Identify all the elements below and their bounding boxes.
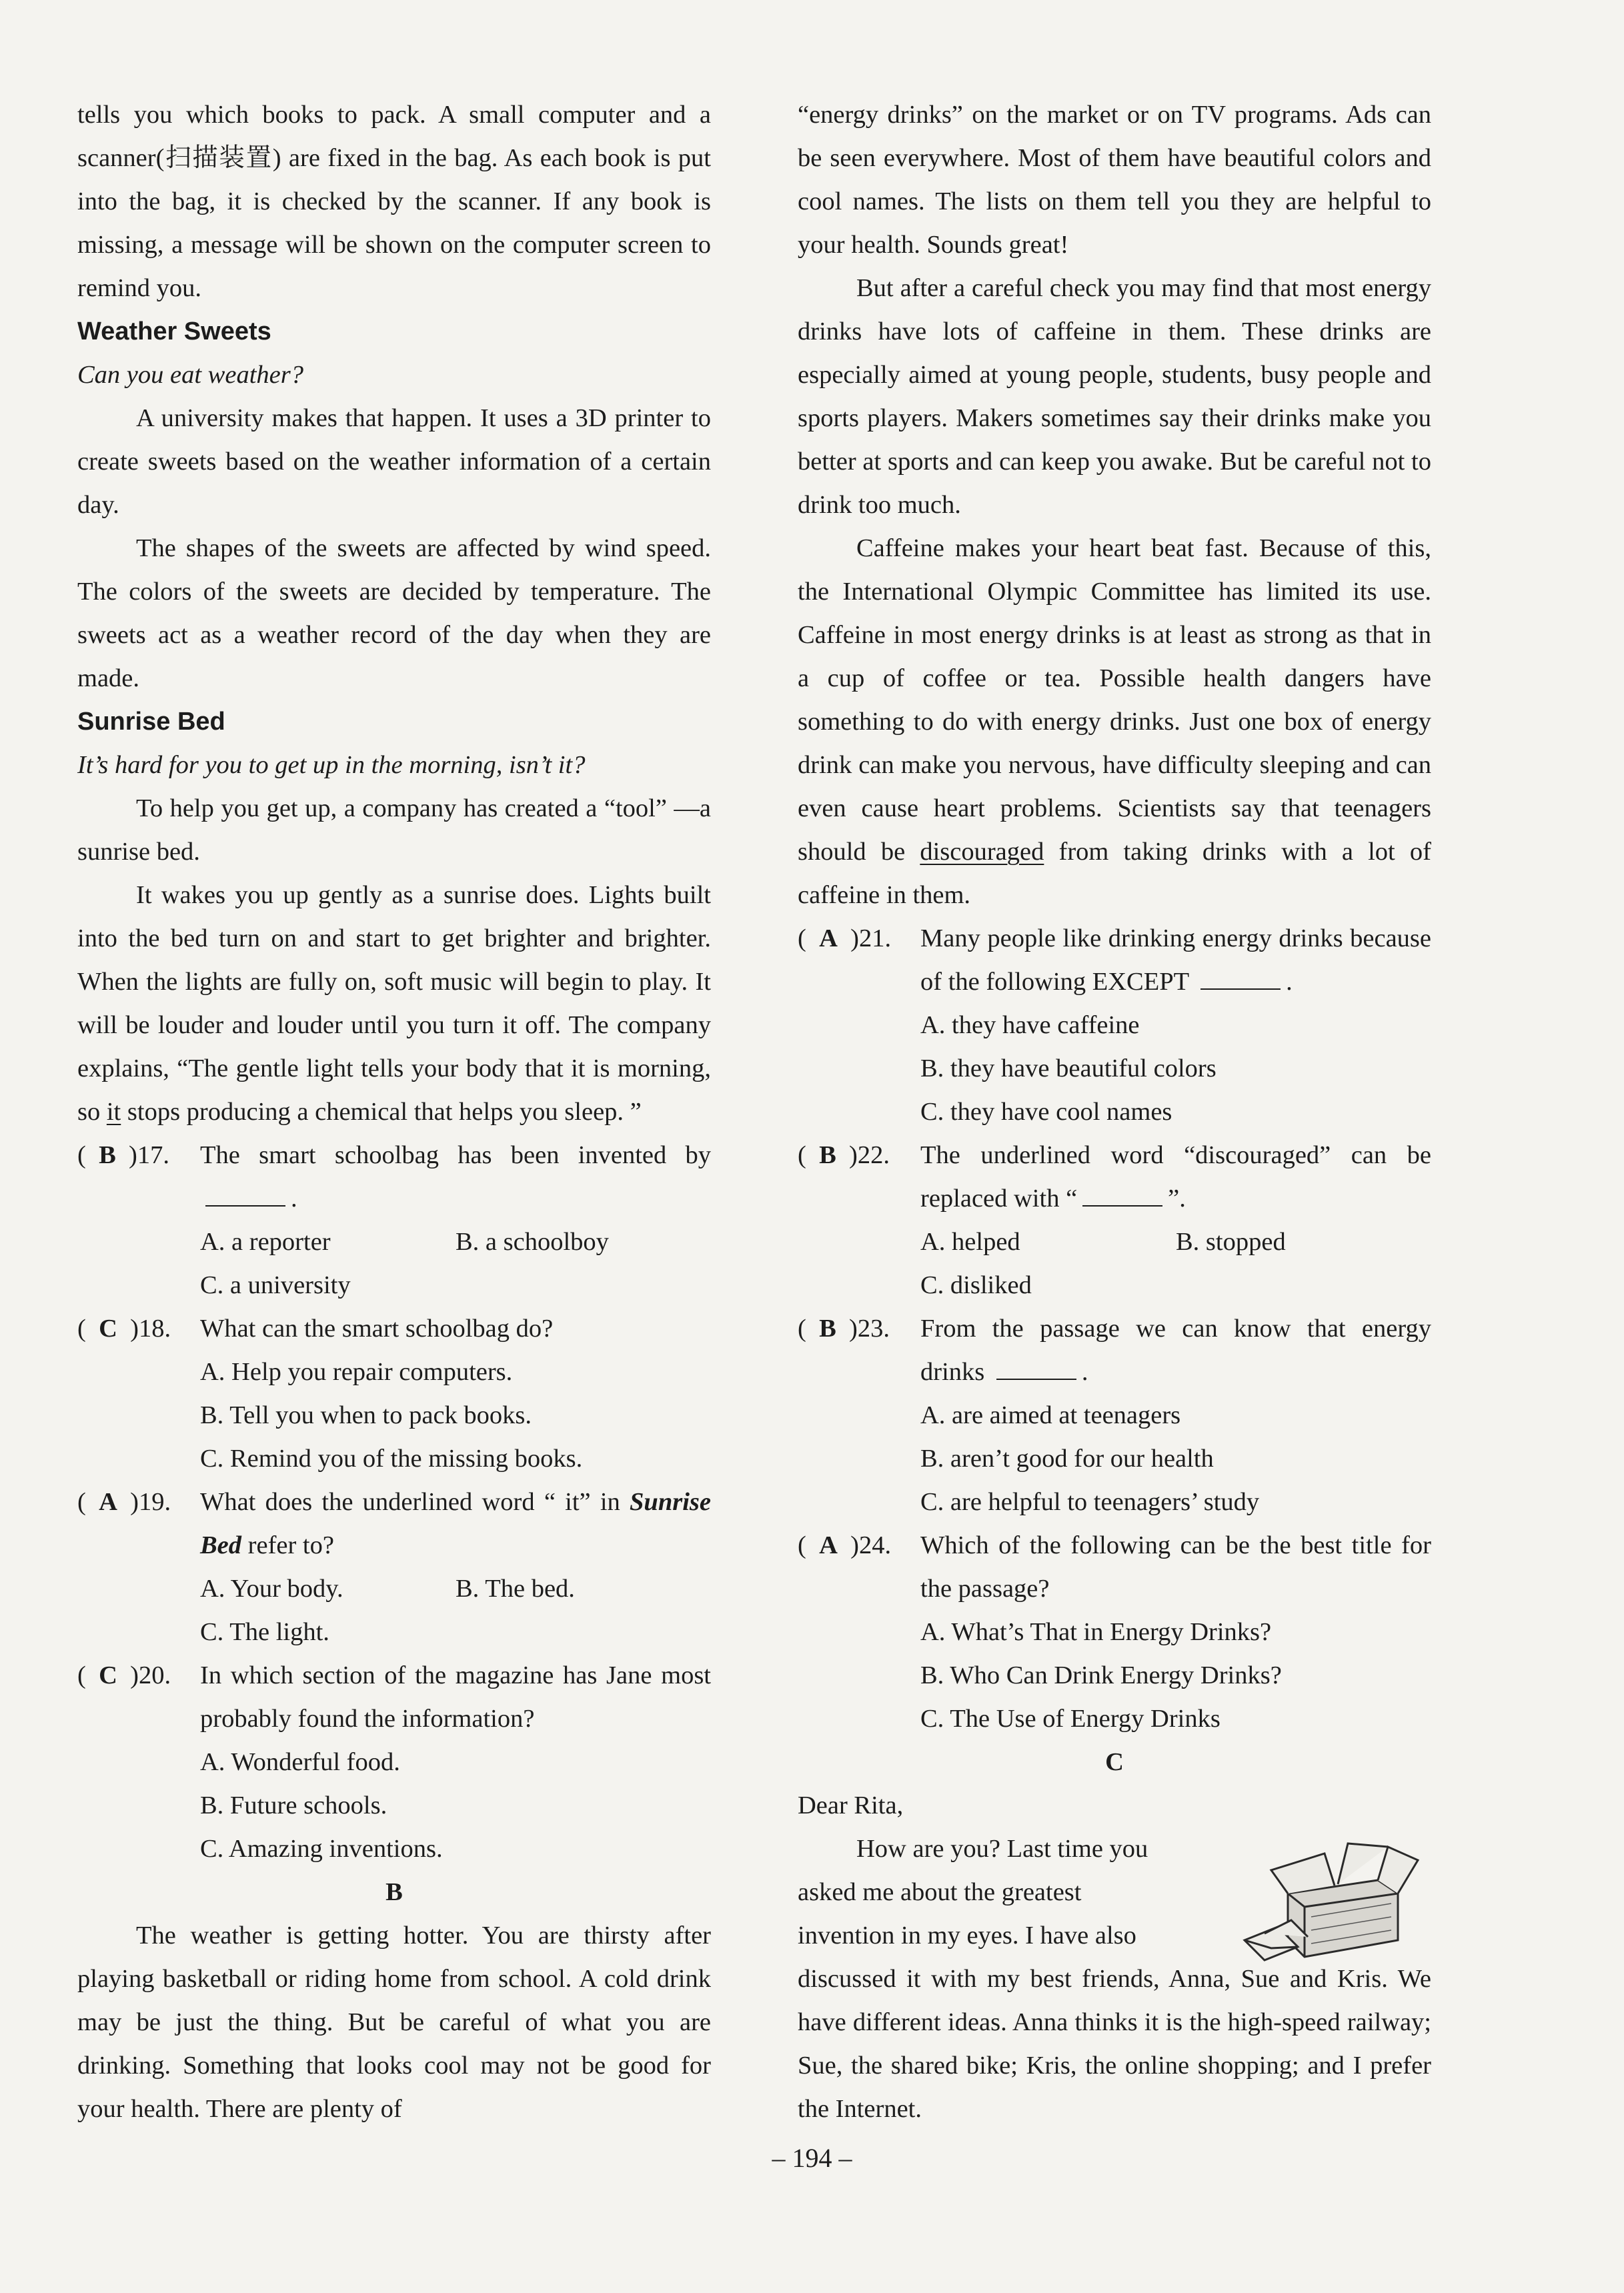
option: A. helped xyxy=(920,1228,1020,1256)
option: A. Help you repair computers. xyxy=(200,1358,513,1386)
sunrise-paragraph-1: To help you get up, a company has created a “tool” —a sunrise bed. xyxy=(77,794,711,866)
passage-a-continuation: tells you which books to pack. A small computer and a scanner(扫描装置) are fixed in the bag. As each book is put into the bag, it is checked by the scanner. If any book is missing, a message will be shown on the computer screen to remind you. xyxy=(77,101,711,302)
option: B. stopped xyxy=(1176,1228,1286,1256)
letter-line: How are you? Last time you xyxy=(856,1835,1148,1863)
section-subtitle-weather: Can you eat weather? xyxy=(77,361,303,389)
option: C. The Use of Energy Drinks xyxy=(920,1705,1221,1733)
question-24: ( A )24. Which of the following can be the best title for the passage? xyxy=(798,1524,1431,1611)
option: C. they have cool names xyxy=(920,1098,1172,1126)
option: C. Remind you of the missing books. xyxy=(200,1445,583,1473)
passage-b-paragraph-1: The weather is getting hotter. You are thirsty after playing basketball or riding home from school. A cold drink may be just the thing. But be careful of what you are drinking. Something that looks cool may not be good for your health. There are plenty of xyxy=(77,1922,711,2123)
question-22: ( B )22. The underlined word “discouraged” can be replaced with “ ”. xyxy=(798,1134,1431,1221)
question-20: ( C )20. In which section of the magazine has Jane most probably found the information? xyxy=(77,1654,711,1741)
option: C. Amazing inventions. xyxy=(200,1835,443,1863)
right-column xyxy=(798,93,1431,2131)
section-title-weather-sweets: Weather Sweets xyxy=(77,317,271,345)
section-letter-c: C xyxy=(1105,1748,1124,1776)
option: C. a university xyxy=(200,1271,351,1299)
underlined-word-it: it xyxy=(106,1098,121,1126)
letter-c xyxy=(798,1784,1431,2131)
answer-slot: ( A )21. xyxy=(798,924,892,952)
sunrise-paragraph-2: It wakes you up gently as a sunrise does. Lights built into the bed turn on and start to get brighter and brighter. When the lights are fully on, soft music will begin to play. It will be louder and louder until you turn it off. The company explains, “The gentle light tells your body that it is morning, so it stops producing a chemical that helps you sleep. ” xyxy=(77,881,711,1126)
question-18: ( C )18. What can the smart schoolbag do? xyxy=(77,1307,711,1351)
left-column xyxy=(77,93,711,2131)
letter-paragraph-rest: discussed it with my best friends, Anna, Sue and Kris. We have different ideas. Anna thinks it is the high-speed railway; Sue, the shared bike; Kris, the online shopping; and I prefer the Internet. xyxy=(798,1965,1431,2123)
option: A. Your body. xyxy=(200,1575,343,1603)
weather-paragraph-1: A university makes that happen. It uses a 3D printer to create sweets based on the weather information of a certain day. xyxy=(77,404,711,519)
question-21: ( A )21. Many people like drinking energy drinks because of the following EXCEPT . xyxy=(798,917,1431,1004)
options-row xyxy=(798,1221,1431,1264)
section-subtitle-sunrise: It’s hard for you to get up in the morning, isn’t it? xyxy=(77,751,586,779)
question-23: ( B )23. From the passage we can know that energy drinks . xyxy=(798,1307,1431,1394)
options-row xyxy=(77,1221,711,1264)
option: B. Tell you when to pack books. xyxy=(200,1401,532,1429)
question-19: ( A )19. What does the underlined word “ it” in Sunrise Bed refer to? xyxy=(77,1481,711,1567)
passage-b-paragraph-2: But after a careful check you may find that most energy drinks have lots of caffeine in them. These drinks are especially aimed at young people, students, busy people and sports players. Makers sometimes say their drinks make you better at sports and can keep you awake. But be careful not to drink too much. xyxy=(798,274,1431,519)
option: B. The bed. xyxy=(456,1575,575,1603)
answer-slot: ( B )17. xyxy=(77,1141,169,1169)
letter-line: asked me about the greatest xyxy=(798,1878,1082,1906)
weather-paragraph-2: The shapes of the sweets are affected by wind speed. The colors of the sweets are decided by temperature. The sweets act as a weather record of the day when they are made. xyxy=(77,534,711,692)
option: A. a reporter xyxy=(200,1228,331,1256)
question-17: ( B )17. The smart schoolbag has been invented by . xyxy=(77,1134,711,1221)
option: A. Wonderful food. xyxy=(200,1748,400,1776)
answer-slot: ( A )19. xyxy=(77,1488,171,1516)
option: C. disliked xyxy=(920,1271,1032,1299)
letter-greeting: Dear Rita, xyxy=(798,1791,904,1819)
passage-b-paragraph-1-cont: “energy drinks” on the market or on TV programs. Ads can be seen everywhere. Most of them have beautiful colors and cool names. The lists on them tell you they are helpful to your health. Sounds great! xyxy=(798,101,1431,259)
option: A. What’s That in Energy Drinks? xyxy=(920,1618,1272,1646)
option: B. a schoolboy xyxy=(456,1228,609,1256)
option: A. they have caffeine xyxy=(920,1011,1140,1039)
section-letter-b: B xyxy=(385,1878,403,1906)
option: C. The light. xyxy=(200,1618,329,1646)
page-number: – 194 – xyxy=(772,2143,852,2173)
open-box-illustration xyxy=(1225,1833,1425,1967)
answer-slot: ( C )18. xyxy=(77,1315,171,1343)
option: B. they have beautiful colors xyxy=(920,1054,1216,1082)
option: B. Who Can Drink Energy Drinks? xyxy=(920,1661,1282,1689)
option: C. are helpful to teenagers’ study xyxy=(920,1488,1260,1516)
answer-slot: ( B )22. xyxy=(798,1141,890,1169)
option: A. are aimed at teenagers xyxy=(920,1401,1181,1429)
underlined-word-discouraged: discouraged xyxy=(920,838,1044,866)
answer-slot: ( C )20. xyxy=(77,1661,171,1689)
answer-slot: ( A )24. xyxy=(798,1531,892,1559)
answer-slot: ( B )23. xyxy=(798,1315,890,1343)
section-title-sunrise-bed: Sunrise Bed xyxy=(77,708,225,736)
options-row xyxy=(77,1567,711,1611)
option: B. Future schools. xyxy=(200,1791,387,1819)
passage-b-paragraph-3: Caffeine makes your heart beat fast. Because of this, the International Olympic Committee has limited its use. Caffeine in most energy drinks is at least as strong as that in a cup of coffee or tea. Possible health dangers have something to do with energy drinks. Just one box of energy drink can make you nervous, have difficulty sleeping and can even cause heart problems. Scientists say that teenagers should be discouraged from taking drinks with a lot of caffeine in them. xyxy=(798,534,1431,909)
letter-line: invention in my eyes. I have also xyxy=(798,1922,1136,1950)
option: B. aren’t good for our health xyxy=(920,1445,1214,1473)
